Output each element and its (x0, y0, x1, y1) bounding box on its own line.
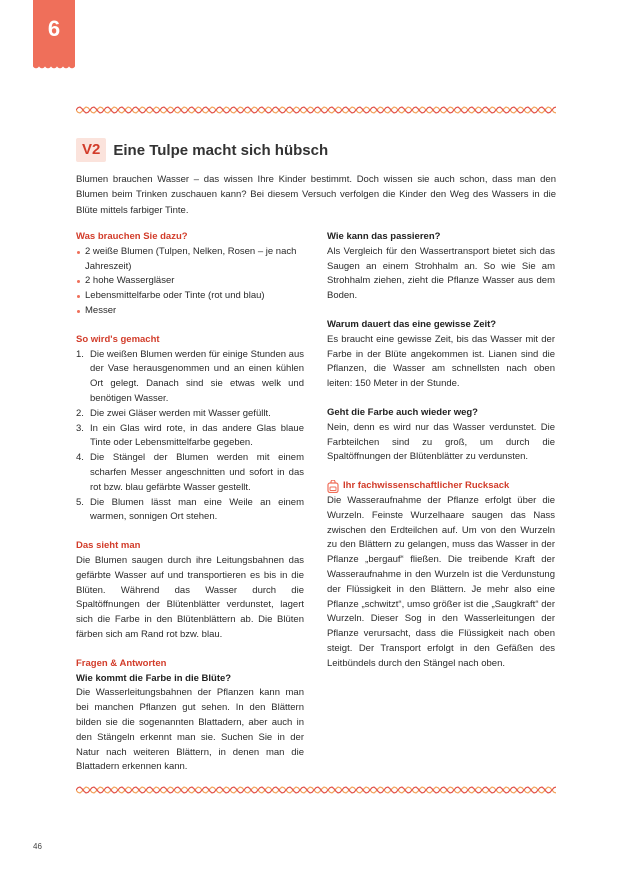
list-item: 2 weiße Blumen (Tulpen, Nelken, Rosen – je nach Jahreszeit) (76, 245, 304, 275)
list-item: Lebensmittelfarbe oder Tinte (rot und blau) (76, 289, 304, 304)
list-item: 2 hohe Wassergläser (76, 274, 304, 289)
step-number: 4. (76, 452, 84, 464)
experiment-badge: V2 (76, 138, 106, 162)
question-4: Geht die Farbe auch wieder weg? (327, 406, 478, 418)
observation-text: Die Blumen saugen durch ihre Leitungsbahnen das gefärbte Wasser auf und transportieren es bis in die Blüten. Während das Wasser durch die Spaltöffnungen der Blütenblätter verdunstet, lagert sich die Farbe in den Blütenblättern ab. Die Blüten färben sich am Rand rot bzw. blau. (76, 554, 304, 640)
answer-2: Als Vergleich für den Wassertransport bietet sich das Saugen an einem Strohhalm an. So wie Sie am Strohhalm ziehen, zieht die Pflanze Wasser aus dem Boden. (327, 245, 555, 302)
left-column (76, 230, 304, 775)
step-number: 5. (76, 496, 84, 508)
answer-3: Es braucht eine gewisse Zeit, bis das Wasser mit der Farbe in der Blüte angekommen ist. Lianen sind die Pflanzen, die Wasser am schnellsten nach oben leiten: 150 Meter in der Stunde. (327, 333, 555, 390)
list-item (76, 407, 304, 422)
list-item (76, 451, 304, 495)
step-text: Die Stängel der Blumen werden mit einem scharfen Messer angeschnitten und sofort in das rot bzw. blau gefärbte Wasser gestellt. (90, 452, 304, 493)
step-text: In ein Glas wird rote, in das andere Glas blaue Tinte oder Lebensmittelfarbe gegeben. (90, 422, 304, 449)
answer-1: Die Wasserleitungsbahnen der Pflanzen kann man bei manchen Pflanzen gut sehen. In den Blättern bilden sie die sogenannten Blattadern, aber auch in den Stängeln erkennt man sie. Suchen Sie in der Natur nach weiteren Blättern, in denen man die Blattadern erkennen kann. (76, 687, 304, 773)
question-3: Warum dauert das eine gewisse Zeit? (327, 318, 497, 330)
rucksack-heading: Ihr fachwissenschaftlicher Rucksack (343, 480, 510, 492)
wavy-divider-bottom (76, 784, 556, 796)
step-text: Die Blumen lässt man eine Weile an einem warmen, sonnigen Ort stehen. (90, 496, 304, 523)
chapter-number: 6 (47, 16, 61, 41)
step-number: 2. (76, 407, 84, 419)
wavy-divider-top (76, 104, 556, 116)
observation-heading: Das sieht man (76, 540, 141, 552)
rucksack-header (327, 479, 555, 494)
answer-4: Nein, denn es wird nur das Wasser verdunstet. Die Farbteilchen sind zu groß, um durch die Spaltöffnungen der Blütenblätter zu verdunsten. (327, 421, 555, 463)
backpack-icon (327, 480, 339, 493)
procedure-steps (76, 348, 304, 526)
chapter-tab (33, 0, 75, 66)
page-title: Eine Tulpe macht sich hübsch (113, 141, 329, 159)
question-1: Wie kommt die Farbe in die Blüte? (76, 672, 232, 684)
step-number: 3. (76, 422, 84, 434)
question-2: Wie kann das passieren? (327, 231, 441, 242)
procedure-heading: So wird's gemacht (76, 333, 160, 345)
list-item (76, 348, 304, 407)
right-column (327, 230, 555, 672)
intro-paragraph: Blumen brauchen Wasser – das wissen Ihre Kinder bestimmt. Doch wissen sie auch schon, dass man den Blumen beim Trinken zuschauen kann? Bei diesem Versuch verfolgen die Kinder den Weg des Wassers in die Blüte mittels farbiger Tinte. (76, 174, 556, 216)
materials-list (76, 245, 304, 319)
experiment-title (76, 137, 328, 163)
list-item: Messer (76, 304, 304, 319)
list-item (76, 422, 304, 452)
page-number: 46 (33, 842, 42, 851)
step-number: 1. (76, 348, 84, 360)
rucksack-text: Die Wasseraufnahme der Pflanze erfolgt über die Wurzeln. Feinste Wurzelhaare saugen das Nass zwischen den Erdteilchen auf. Um von den Wurzeln zu den Blättern zu gelangen, muss das Wasser in der Pflanze „bergauf“ fließen. Die treibende Kraft der Wasseraufnahme in den Wurzeln ist die Verdunstung der Flüssigkeit in den Blättern. Je mehr also eine Pflanze „schwitzt“, umso größer ist die „Saugkraft“ der Wurzeln. Dieser Sog in den Wasserleitungen der Pflanze verursacht, dass die Flüssigkeit nach oben steigt. Der Transport erfolgt in den Gefäßen des Leitbündels durch den Stängel nach oben. (327, 494, 555, 669)
materials-heading: Was brauchen Sie dazu? (76, 231, 188, 242)
step-text: Die zwei Gläser werden mit Wasser gefüllt. (90, 407, 271, 419)
qa-heading: Fragen & Antworten (76, 657, 167, 669)
list-item (76, 496, 304, 526)
step-text: Die weißen Blumen werden für einige Stunden aus der Vase herausgenommen und an einen kühlen Ort gelegt. Danach sind sie etwas welk und benötigen Wasser. (90, 348, 304, 404)
